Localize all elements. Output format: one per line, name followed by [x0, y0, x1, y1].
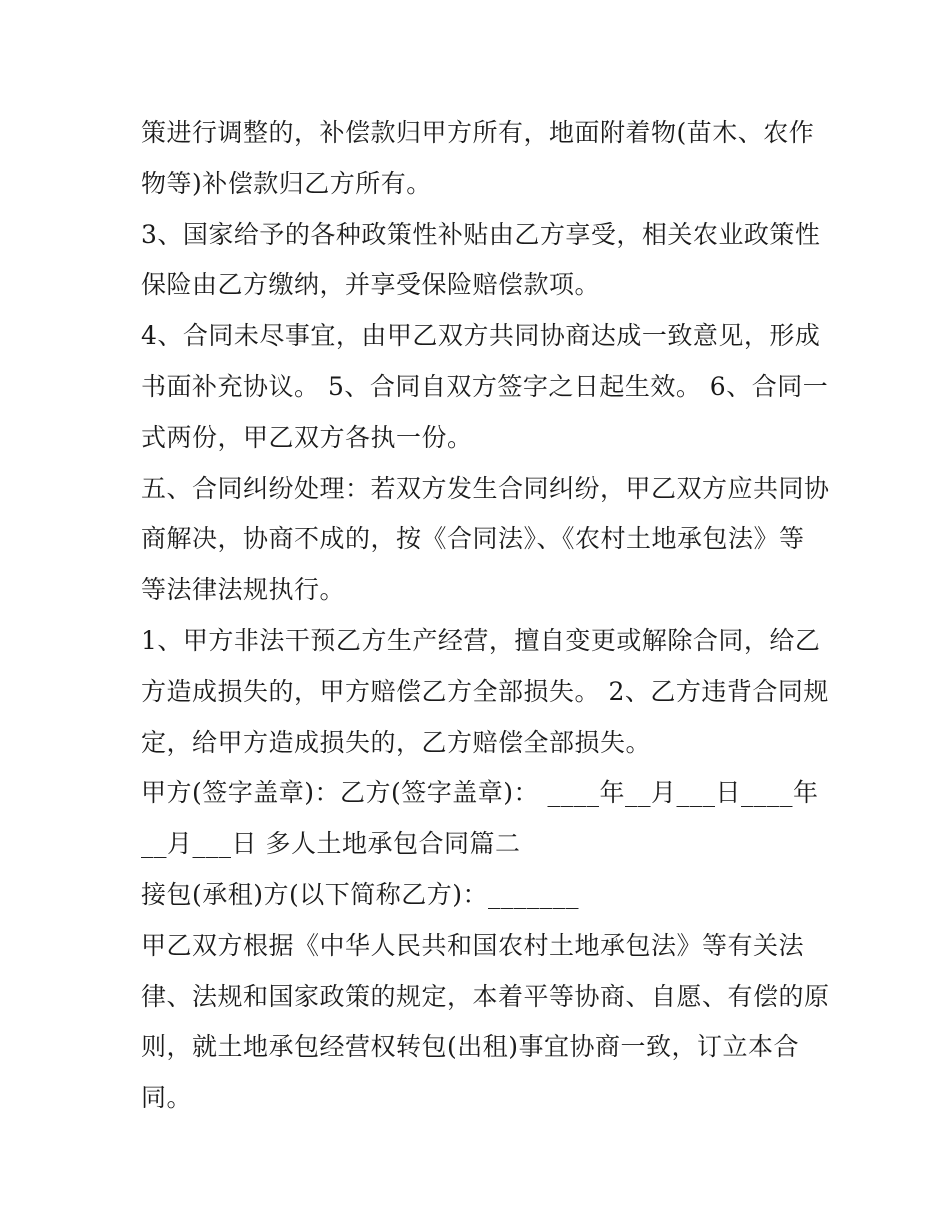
text-line: 甲乙双方根据《中华人民共和国农村土地承包法》等有关法: [141, 930, 805, 960]
text-line: 同。: [141, 1083, 193, 1113]
text-line: 1、甲方非法干预乙方生产经营，擅自变更或解除合同，给乙: [141, 625, 821, 655]
text-line: 式两份，甲乙双方各执一份。: [141, 422, 473, 452]
text-line: 等法律法规执行。: [141, 575, 346, 605]
text-line: 物等)补偿款归乙方所有。: [141, 168, 432, 198]
text-line: 商解决，协商不成的，按《合同法》、《农村土地承包法》等: [141, 524, 805, 554]
text-line: 接包(承租)方(以下简称乙方)：_______: [141, 879, 580, 909]
document-body: [141, 108, 830, 1124]
text-line: 4、合同未尽事宜，由甲乙双方共同协商达成一致意见，形成: [141, 321, 821, 351]
text-line: 则，就土地承包经营权转包(出租)事宜协商一致，订立本合: [141, 1032, 800, 1062]
text-line: 书面补充协议。 5、合同自双方签字之日起生效。 6、合同一: [141, 371, 829, 401]
text-line: 五、合同纠纷处理：若双方发生合同纠纷，甲乙双方应共同协: [141, 473, 830, 503]
text-line: __月___日 多人土地承包合同篇二: [141, 829, 521, 859]
text-line: 策进行调整的，补偿款归甲方所有，地面附着物(苗木、农作: [141, 118, 815, 147]
text-line: 保险由乙方缴纳，并享受保险赔偿款项。: [141, 270, 601, 300]
text-line: 定，给甲方造成损失的，乙方赔偿全部损失。: [141, 727, 652, 757]
signature-line: 甲方(签字盖章)：乙方(签字盖章)： ____年__月___日____年: [141, 778, 819, 808]
text-line: 律、法规和国家政策的规定，本着平等协商、自愿、有偿的原: [141, 981, 830, 1011]
text-line: 3、国家给予的各种政策性补贴由乙方享受，相关农业政策性: [141, 219, 821, 249]
text-line: 方造成损失的，甲方赔偿乙方全部损失。 2、乙方违背合同规: [141, 676, 829, 706]
